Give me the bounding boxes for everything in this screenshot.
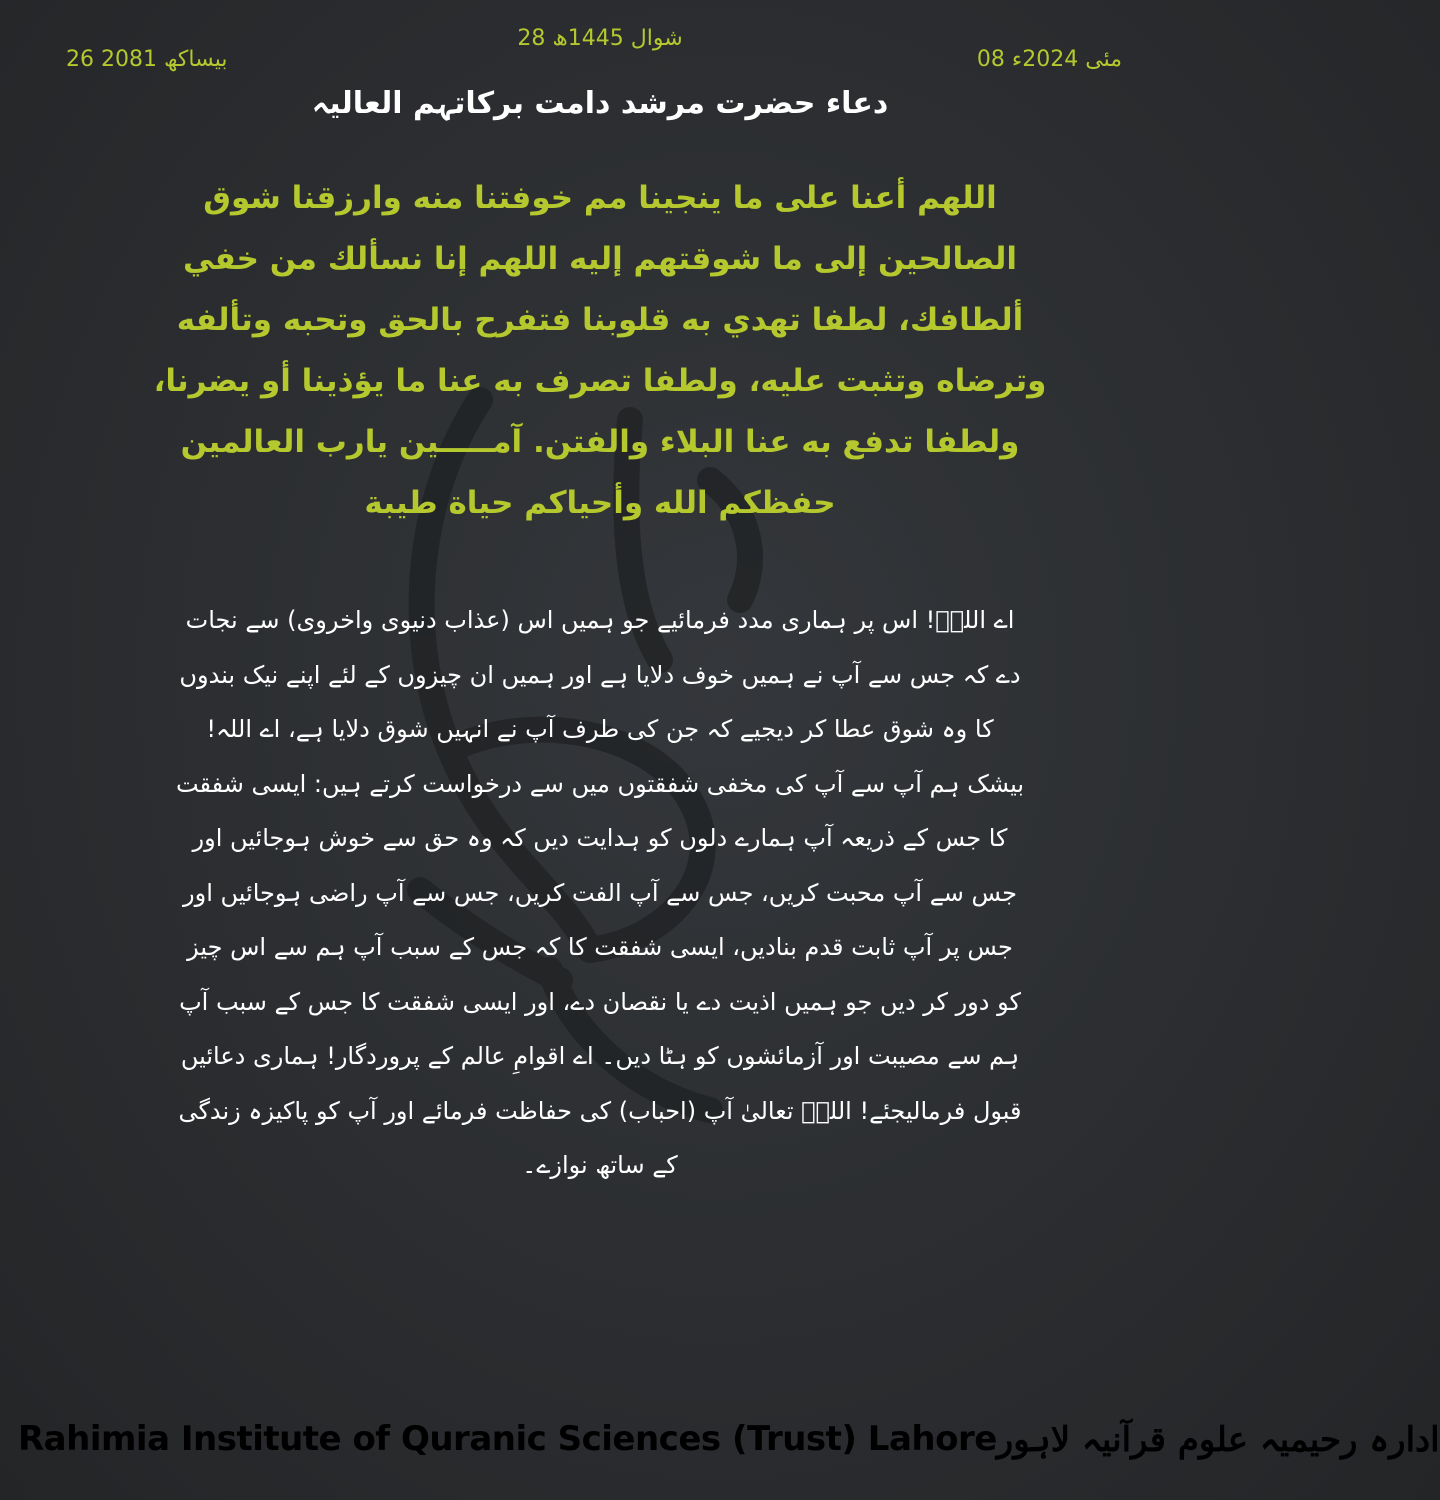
footer-english-name: Rahimia Institute of Quranic Sciences (Trust) Lahore (18, 1419, 997, 1459)
footer-banner (18, 1404, 1440, 1474)
hijri-date: 28 شوال 1445ھ (517, 26, 683, 51)
gregorian-date: 08 مئی 2024ء (976, 47, 1122, 72)
footer-urdu-logo: ادارہ رحیمیہ علوم قرآنیہ لاہور (996, 1419, 1440, 1460)
arabic-dua-text: اللهم أعنا على ما ينجينا مم خوفتنا منه وارزقنا شوق الصالحين إلى ما شوقتهم إليه اللهم إنا نسألك من خفي ألطافك، لطفا تهدي به قلوبنا فتفرح بالحق وتحبه وتألفه وترضاه وتثبت عليه، ولطفا تصرف به عنا ما يؤذينا أو يضرنا، ولطفا تدفع به عنا البلاء والفتن. آمـــــين يارب العالمين حفظكم الله وأحياكم حياة طيبة (153, 180, 1047, 521)
bikrami-date: 26 بیساکھ 2081 (66, 47, 228, 72)
urdu-translation-text: اے اللہؑ! اس پر ہماری مدد فرمائیے جو ہمیں اس (عذاب دنیوی واخروی) سے نجات دے کہ جس سے آپ نے ہمیں خوف دلایا ہے اور ہمیں ان چیزوں کے لئے اپنے نیک بندوں کا وہ شوق عطا کر دیجیے کہ جن کی طرف آپ نے انہیں شوق دلایا ہے، اے اللہ! بیشک ہم آپ سے آپ کی مخفی شفقتوں میں سے درخواست کرتے ہیں: ایسی شفقت کا جس کے ذریعہ آپ ہمارے دلوں کو ہدایت دیں کہ وہ حق سے خوش ہوجائیں اور جس سے آپ محبت کریں، جس سے آپ الفت کریں، جس سے آپ راضی ہوجائیں اور جس پر آپ ثابت قدم بنادیں، ایسی شفقت کا کہ جس کے سبب آپ ہم سے اس چیز کو دور کر دیں جو ہمیں اذیت دے یا نقصان دے، اور ایسی شفقت کا جس کے سبب آپ ہم سے مصیبت اور آزمائشوں کو ہٹا دیں۔ اے اقوامِ عالم کے پروردگار! ہماری دعائیں قبول فرمالیجئے! اللہؑ تعالیٰ آپ (احباب) کی حفاظت فرمائے اور آپ کو پاکیزہ زندگی کے ساتھ نوازے۔ (175, 606, 1025, 1179)
page-title: دعاء حضرت مرشد دامت برکاتہم العالیہ (311, 86, 889, 121)
